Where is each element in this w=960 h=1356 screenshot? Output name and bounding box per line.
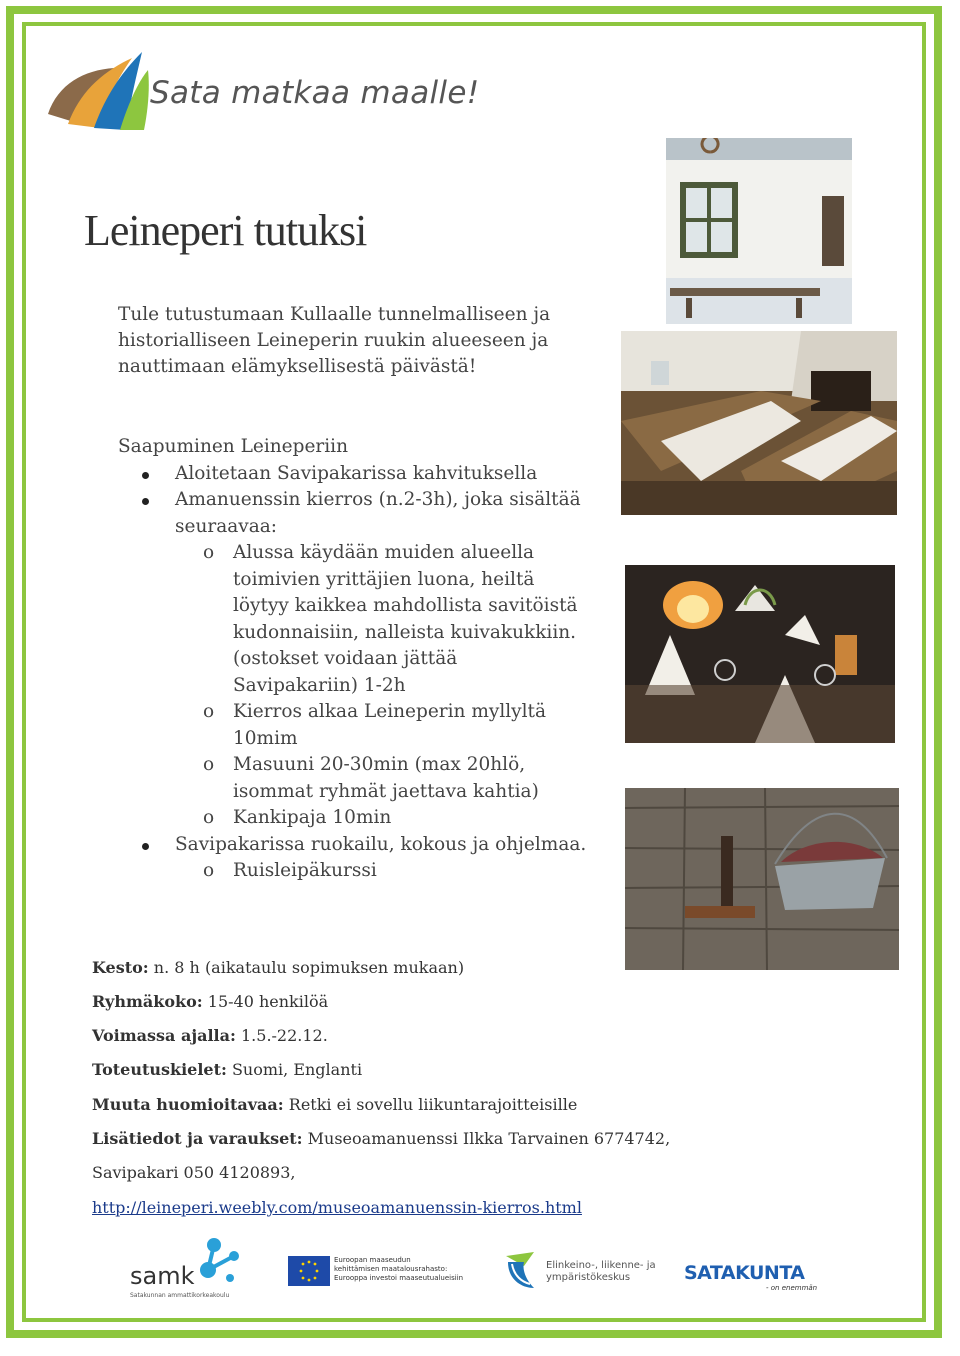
sub-bullet-icon: o bbox=[203, 860, 215, 881]
duration-row bbox=[92, 958, 464, 977]
samk-text: samk bbox=[130, 1262, 195, 1290]
contact-phone-row: Savipakari 050 4120893, bbox=[92, 1163, 296, 1182]
languages-value: Suomi, Englanti bbox=[226, 1060, 363, 1079]
program-item-text: Savipakarissa ruokailu, kokous ja ohjelmaa. bbox=[175, 833, 587, 855]
program-subitem-text: Alussa käydään muiden alueella toimivien yrittäjien luona, heiltä löytyy kaikkea mahdollista savitöistä kudonnaisiin, nalleista kuivakukkiin. (ostokset voidaan jättää Savipakariin) 1-2h bbox=[233, 542, 578, 696]
group-size-row bbox=[92, 992, 328, 1011]
satakunta-logo bbox=[684, 1262, 834, 1296]
tour-link[interactable]: http://leineperi.weebly.com/museoamanuenssin-kierros.html bbox=[92, 1198, 582, 1217]
bullet-icon bbox=[142, 498, 149, 505]
contact-row bbox=[92, 1129, 670, 1148]
satakunta-text: SATAKUNTA bbox=[684, 1262, 805, 1284]
notes-value: Retki ei sovellu liikuntarajoitteisille bbox=[283, 1095, 578, 1114]
sub-bullet-icon: o bbox=[203, 542, 215, 563]
program-item-text: Amanuenssin kierros (n.2-3h), joka sisältää seuraavaa: bbox=[175, 489, 581, 537]
program-subitem-text: Ruisleipäkurssi bbox=[233, 860, 377, 881]
program-subitem bbox=[118, 805, 588, 832]
program-item-text: Aloitetaan Savipakarissa kahvituksella bbox=[175, 462, 538, 484]
languages-row bbox=[92, 1060, 362, 1079]
program-subitem-text: Kierros alkaa Leineperin myllyltä 10mim bbox=[233, 701, 547, 749]
photo-table-setting-fire bbox=[625, 565, 895, 743]
program-subitem bbox=[118, 858, 588, 885]
eu-flag-icon bbox=[288, 1256, 330, 1286]
ely-centre-logo bbox=[504, 1250, 664, 1294]
contact-value: Museoamanuenssi Ilkka Tarvainen 6774742, bbox=[302, 1129, 671, 1148]
program-heading: Saapuminen Leineperiin bbox=[118, 436, 349, 457]
program-item bbox=[118, 461, 588, 488]
program-item bbox=[118, 832, 588, 859]
satakunta-tagline: - on enemmän bbox=[766, 1284, 818, 1292]
ely-mark-icon bbox=[504, 1250, 542, 1290]
eu-line-3: Eurooppa investoi maaseutualueisiin bbox=[334, 1274, 464, 1282]
languages-label: Toteutuskielet: bbox=[92, 1060, 227, 1079]
program-subitem bbox=[118, 752, 588, 805]
group-size-value: 15-40 henkilöä bbox=[202, 992, 329, 1011]
duration-label: Kesto: bbox=[92, 958, 149, 977]
sub-bullet-icon: o bbox=[203, 701, 215, 722]
page-title: Leineperi tutuksi bbox=[84, 206, 367, 255]
sub-bullet-icon: o bbox=[203, 754, 215, 775]
intro-paragraph: Tule tutustumaan Kullaalle tunnelmalliseen ja historialliseen Leineperin ruukin alueeseen ja nauttimaan elämyksellisestä päivästä! bbox=[118, 304, 551, 377]
photo-dining-hall bbox=[621, 331, 897, 515]
program-subitem bbox=[118, 699, 588, 752]
group-size-label: Ryhmäkoko: bbox=[92, 992, 203, 1011]
validity-value: 1.5.-22.12. bbox=[235, 1026, 328, 1045]
bullet-icon bbox=[142, 472, 149, 479]
samk-subtext: Satakunnan ammattikorkeakoulu bbox=[130, 1292, 230, 1299]
program-section bbox=[118, 434, 588, 885]
eu-line-1: Euroopan maaseudun bbox=[334, 1256, 411, 1264]
ely-line-2: ympäristökeskus bbox=[546, 1272, 631, 1283]
program-subitem-text: Kankipaja 10min bbox=[233, 807, 392, 828]
bullet-icon bbox=[142, 843, 149, 850]
ely-line-1: Elinkeino-, liikenne- ja bbox=[546, 1260, 656, 1271]
program-subitem bbox=[118, 540, 588, 699]
eu-line-2: kehittämisen maatalousrahasto: bbox=[334, 1265, 448, 1273]
photo-building-exterior bbox=[666, 138, 852, 324]
contact-label: Lisätiedot ja varaukset: bbox=[92, 1129, 303, 1148]
program-item bbox=[118, 487, 588, 540]
notes-row bbox=[92, 1095, 577, 1114]
samk-logo bbox=[130, 1236, 260, 1302]
notes-label: Muuta huomioitavaa: bbox=[92, 1095, 284, 1114]
logo-text: Sata matkaa maalle! bbox=[150, 75, 480, 111]
validity-label: Voimassa ajalla: bbox=[92, 1026, 236, 1045]
eu-fund-text bbox=[334, 1256, 463, 1283]
sub-bullet-icon: o bbox=[203, 807, 215, 828]
validity-row bbox=[92, 1026, 328, 1045]
program-subitem-text: Masuuni 20-30min (max 20hlö, isommat ryhmät jaettava kahtia) bbox=[233, 754, 539, 802]
duration-value: n. 8 h (aikataulu sopimuksen mukaan) bbox=[148, 958, 465, 977]
photo-wooden-door-basket bbox=[625, 788, 899, 970]
eu-rural-fund-logo bbox=[288, 1256, 468, 1290]
